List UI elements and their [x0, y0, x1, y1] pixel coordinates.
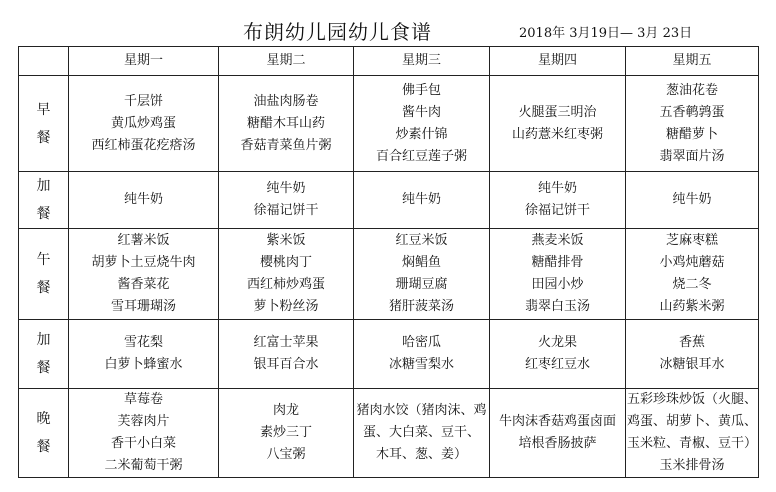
menu-cell: 火龙果 红枣红豆水	[490, 320, 626, 389]
menu-cell: 油盐肉肠卷 糖醋木耳山药 香菇青菜鱼片粥	[219, 76, 354, 172]
day-header: 星期四	[490, 47, 626, 76]
menu-cell: 葱油花卷 五香鹌鹑蛋 糖醋萝卜 翡翠面片汤	[626, 76, 759, 172]
day-header: 星期一	[69, 47, 219, 76]
menu-cell: 雪花梨 白萝卜蜂蜜水	[69, 320, 219, 389]
menu-cell: 燕麦米饭 糖醋排骨 田园小炒 翡翠白玉汤	[490, 229, 626, 320]
date-range: 2018年 3月19日— 3月 23日	[519, 26, 693, 41]
day-header: 星期三	[354, 47, 490, 76]
menu-cell: 纯牛奶	[354, 172, 490, 229]
menu-cell: 哈密瓜 冰糖雪梨水	[354, 320, 490, 389]
menu-cell: 五彩珍珠炒饭（火腿、 鸡蛋、胡萝卜、黄瓜、 玉米粒、青椒、豆干） 玉米排骨汤	[626, 389, 759, 478]
menu-cell: 纯牛奶 徐福记饼干	[490, 172, 626, 229]
menu-cell: 纯牛奶	[626, 172, 759, 229]
menu-cell: 香蕉 冰糖银耳水	[626, 320, 759, 389]
dinner-row	[19, 389, 759, 478]
menu-table	[18, 46, 759, 478]
menu-cell: 纯牛奶 徐福记饼干	[219, 172, 354, 229]
menu-cell: 佛手包 酱牛肉 炒素什锦 百合红豆莲子粥	[354, 76, 490, 172]
meal-label: 晚 餐	[19, 389, 69, 478]
menu-cell: 火腿蛋三明治 山药薏米红枣粥	[490, 76, 626, 172]
corner-cell	[19, 47, 69, 76]
meal-label: 加 餐	[19, 320, 69, 389]
snack-row-morning	[19, 172, 759, 229]
menu-cell: 猪肉水饺（猪肉沫、鸡 蛋、大白菜、豆干、 木耳、葱、姜）	[354, 389, 490, 478]
menu-cell: 千层饼 黄瓜炒鸡蛋 西红柿蛋花疙瘩汤	[69, 76, 219, 172]
meal-label: 加 餐	[19, 172, 69, 229]
menu-cell: 牛肉沫香菇鸡蛋卤面 培根香肠披萨	[490, 389, 626, 478]
menu-cell: 紫米饭 樱桃肉丁 西红柿炒鸡蛋 萝卜粉丝汤	[219, 229, 354, 320]
menu-cell: 红薯米饭 胡萝卜土豆烧牛肉 酱香菜花 雪耳珊瑚汤	[69, 229, 219, 320]
menu-cell: 草莓卷 芙蓉肉片 香干小白菜 二米葡萄干粥	[69, 389, 219, 478]
menu-cell: 肉龙 素炒三丁 八宝粥	[219, 389, 354, 478]
day-header: 星期二	[219, 47, 354, 76]
breakfast-row	[19, 76, 759, 172]
meal-label: 午 餐	[19, 229, 69, 320]
header-row	[19, 47, 759, 76]
menu-cell: 纯牛奶	[69, 172, 219, 229]
menu-cell: 红豆米饭 焖鲳鱼 珊瑚豆腐 猪肝菠菜汤	[354, 229, 490, 320]
day-header: 星期五	[626, 47, 759, 76]
snack-row-afternoon	[19, 320, 759, 389]
lunch-row	[19, 229, 759, 320]
menu-cell: 红富士苹果 银耳百合水	[219, 320, 354, 389]
page-title: 布朗幼儿园幼儿食谱	[243, 20, 432, 44]
menu-cell: 芝麻枣糕 小鸡炖蘑菇 烧二冬 山药紫米粥	[626, 229, 759, 320]
meal-label: 早 餐	[19, 76, 69, 172]
